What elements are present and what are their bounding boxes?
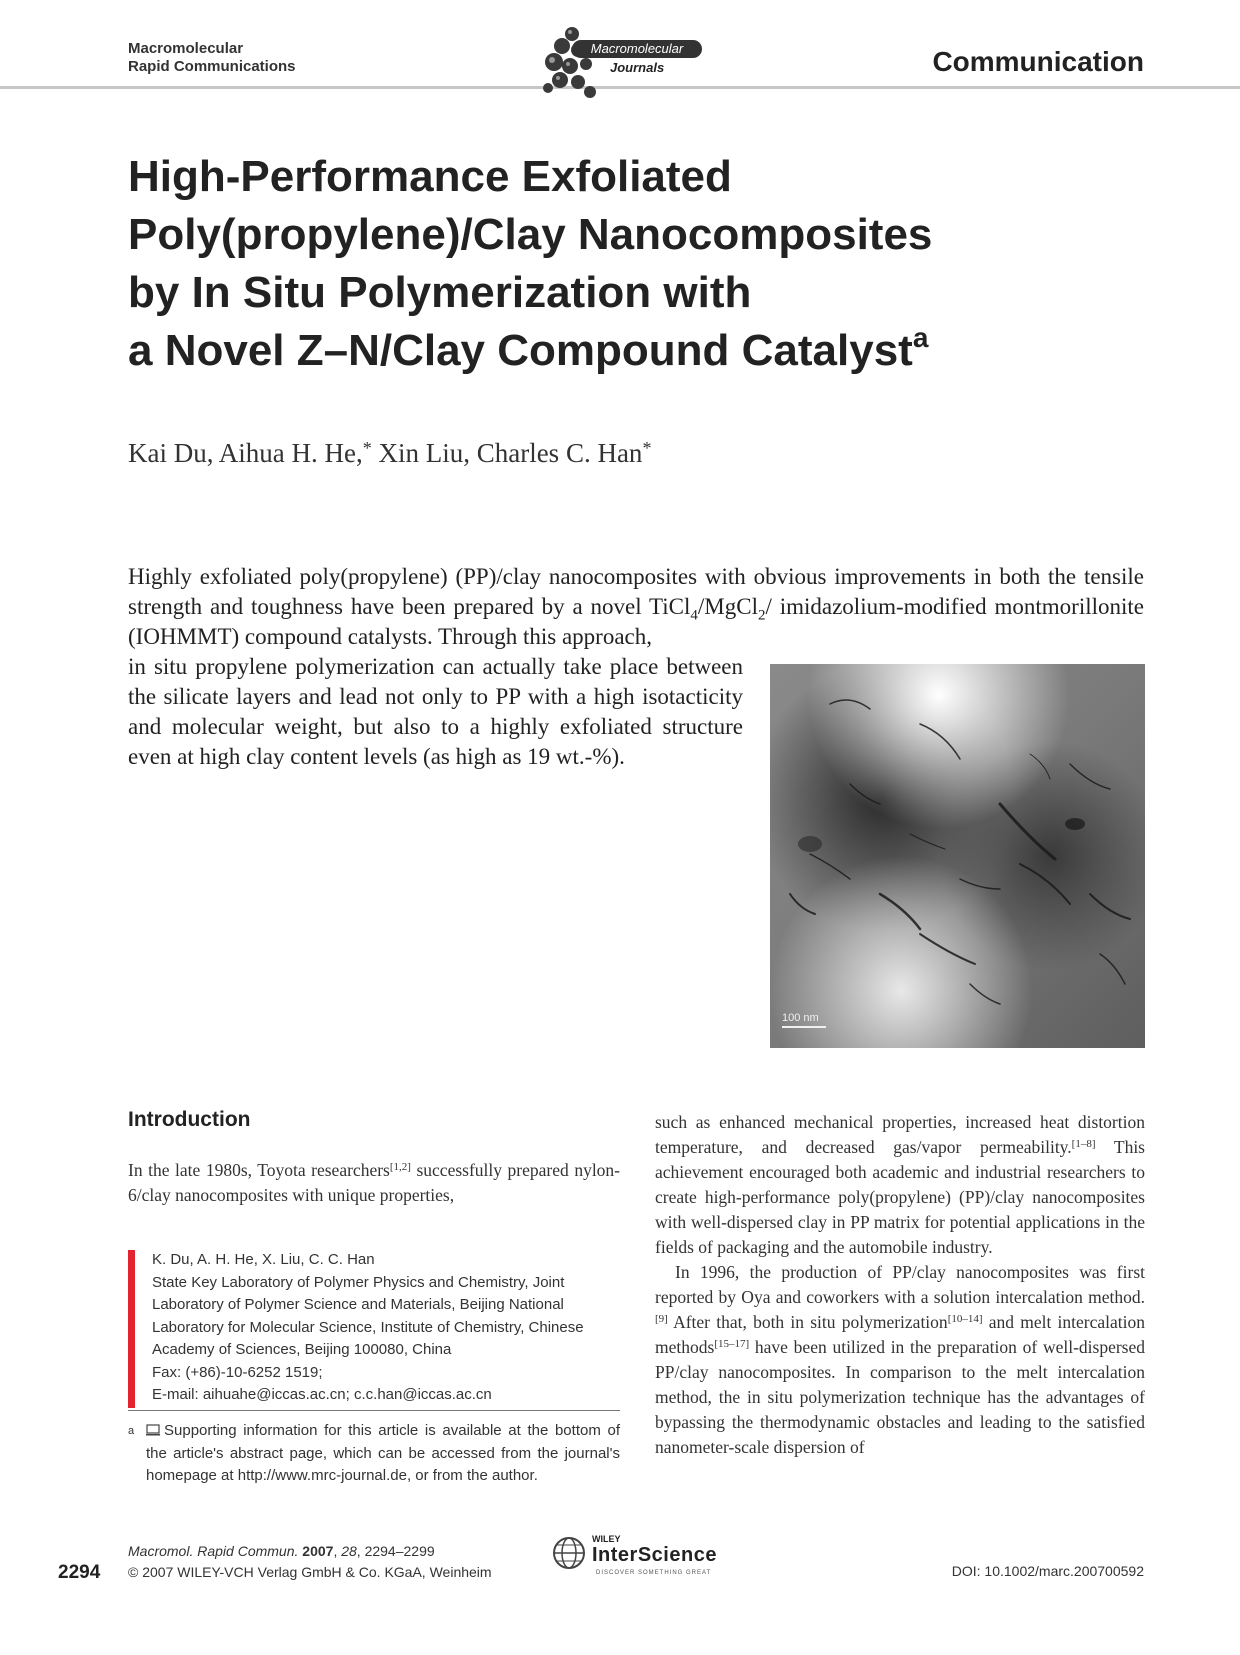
affiliation-email: E-mail: aihuahe@iccas.ac.cn; c.c.han@iccas.ac.cn — [152, 1386, 492, 1403]
introduction-right-column — [655, 1110, 1145, 1460]
body-span: such as enhanced mechanical properties, increased heat distortion temperature, and decreased gas/vapor permeability. — [655, 1112, 1145, 1157]
logo-text-macromolecular: Macromolecular — [572, 40, 702, 58]
author-affiliation — [152, 1249, 622, 1407]
title-footnote-mark: a — [912, 322, 929, 353]
abstract-text-wrap — [128, 652, 743, 772]
author-names: Xin Liu, Charles C. Han — [371, 438, 643, 468]
citation-ref: [10–14] — [947, 1313, 983, 1325]
title-line: High-Performance Exfoliated — [128, 152, 732, 201]
abstract-subscript: 4 — [690, 607, 698, 624]
citation-pages: , 2294–2299 — [356, 1543, 435, 1559]
citation-ref: [9] — [655, 1313, 668, 1325]
body-span: and melt intercalation methods — [655, 1312, 1146, 1357]
paragraph — [655, 1260, 1145, 1460]
citation-volume: 28 — [341, 1543, 357, 1559]
supporting-info-footnote — [128, 1420, 620, 1488]
affiliation-institution: State Key Laboratory of Polymer Physics and Chemistry, Joint Laboratory of Polymer Science and Materials, Beijing National Laboratory for Molecular Science, Institute of Chemistry, Chinese Academy of Sciences, Beijing 100080, China — [152, 1273, 584, 1358]
paragraph — [655, 1110, 1145, 1260]
section-type: Communication — [932, 46, 1144, 77]
body-span: After that, both in situ polymerization — [667, 1312, 948, 1332]
body-span: In 1996, the production of PP/clay nanocomposites was first reported by Oya and coworkers with a solution intercalation method. — [655, 1262, 1145, 1307]
corresponding-mark: * — [362, 438, 372, 458]
corresponding-mark: * — [642, 438, 652, 458]
article-title — [128, 148, 1028, 380]
citation-ref: [1,2] — [389, 1161, 411, 1173]
journal-name-line1: Macromolecular — [128, 40, 244, 57]
affiliation-accent-bar — [128, 1250, 135, 1408]
abstract-span: /MgCl — [697, 594, 758, 619]
section-heading-introduction: Introduction — [128, 1108, 251, 1131]
body-span: successfully prepared nylon-6/clay nanocomposites with unique properties, — [128, 1160, 621, 1205]
abstract-span: in situ propylene polymerization can actually take place between the silicate layers and lead not only to PP with a high isotacticity and molecular weight, but also to a highly exfoliated structure even at high clay content levels (as high as 19 wt.-%). — [128, 654, 743, 769]
doi: DOI: 10.1002/marc.200700592 — [951, 1563, 1144, 1579]
page-number: 2294 — [58, 1562, 101, 1583]
publisher-name: InterScience — [592, 1544, 717, 1566]
logo-text-journals: Journals — [610, 60, 665, 75]
citation-ref: [15–17] — [714, 1338, 750, 1350]
abstract-text-top — [128, 562, 1144, 652]
author-list — [128, 438, 651, 469]
title-line: Poly(propylene)/Clay Nanocomposites — [128, 210, 933, 259]
molecule-icon — [532, 22, 612, 104]
footnote-text: Supporting information for this article is available at the bottom of the article's abstract page, which can be accessed from the journal's homepage at http://www.mrc-journal.de, or from the author. — [146, 1422, 620, 1484]
title-line: by In Situ Polymerization with — [128, 268, 752, 317]
publisher-tagline: DISCOVER SOMETHING GREAT — [596, 1570, 712, 1576]
body-span: This achievement encouraged both academic and industrial researchers to create high-performance poly(propylene) (PP)/clay nanocomposites with well-dispersed clay in PP matrix for potential applications in the fields of packaging and the automobile industry. — [655, 1137, 1145, 1257]
citation-year: 2007 — [302, 1543, 334, 1559]
introduction-left-column — [128, 1158, 620, 1208]
affiliation-authors: K. Du, A. H. He, X. Liu, C. C. Han — [152, 1251, 375, 1268]
scale-bar-label: 100 nm — [782, 1012, 819, 1024]
tem-micrograph-image — [770, 664, 1145, 1048]
body-span: have been utilized in the preparation of well-dispersed PP/clay nanocomposites. In comparison to the melt intercalation method, the in situ polymerization technique has the advantages of bypassing the thermodynamic obstacles and leading to the satisfied nanometer-scale dispersion of — [655, 1337, 1145, 1457]
tem-micrograph-drawing — [770, 664, 1145, 1048]
author-names: Kai Du, Aihua H. He, — [128, 438, 363, 468]
body-span: In the late 1980s, Toyota researchers — [128, 1160, 390, 1180]
wiley-interscience-logo — [552, 1532, 742, 1582]
journal-citation: Macromol. Rapid Commun. 2007, 28, 2294–2299 © 2007 WILEY-VCH Verlag GmbH & Co. KGaA, Weinheim — [128, 1541, 492, 1583]
title-line: a Novel Z–N/Clay Compound Catalyst — [128, 326, 913, 375]
scale-bar — [782, 1026, 826, 1028]
macromolecular-journals-logo — [520, 22, 720, 104]
footnote-rule — [128, 1410, 620, 1411]
publisher-small: WILEY — [592, 1534, 621, 1544]
abstract-subscript: 2 — [757, 607, 766, 624]
affiliation-fax: Fax: (+86)-10-6252 1519; — [152, 1363, 323, 1381]
journal-name-line2: Rapid Communications — [128, 58, 296, 75]
footnote-mark: a — [128, 1425, 135, 1437]
journal-name — [128, 40, 296, 76]
citation-ref: [1–8] — [1071, 1138, 1096, 1150]
copyright-notice: © 2007 WILEY-VCH Verlag GmbH & Co. KGaA, Weinheim — [128, 1564, 492, 1580]
citation-journal: Macromol. Rapid Commun. — [128, 1543, 299, 1559]
computer-icon — [146, 1424, 160, 1436]
globe-icon — [552, 1536, 586, 1570]
abstract-span: / imidazolium-modified montmorillonite (IOHMMT) compound catalysts. Through this approach, — [128, 594, 1144, 649]
abstract-span: Highly exfoliated poly(propylene) (PP)/clay nanocomposites with obvious improvements in both the tensile strength and toughness have been prepared by a novel TiCl — [128, 564, 1144, 619]
